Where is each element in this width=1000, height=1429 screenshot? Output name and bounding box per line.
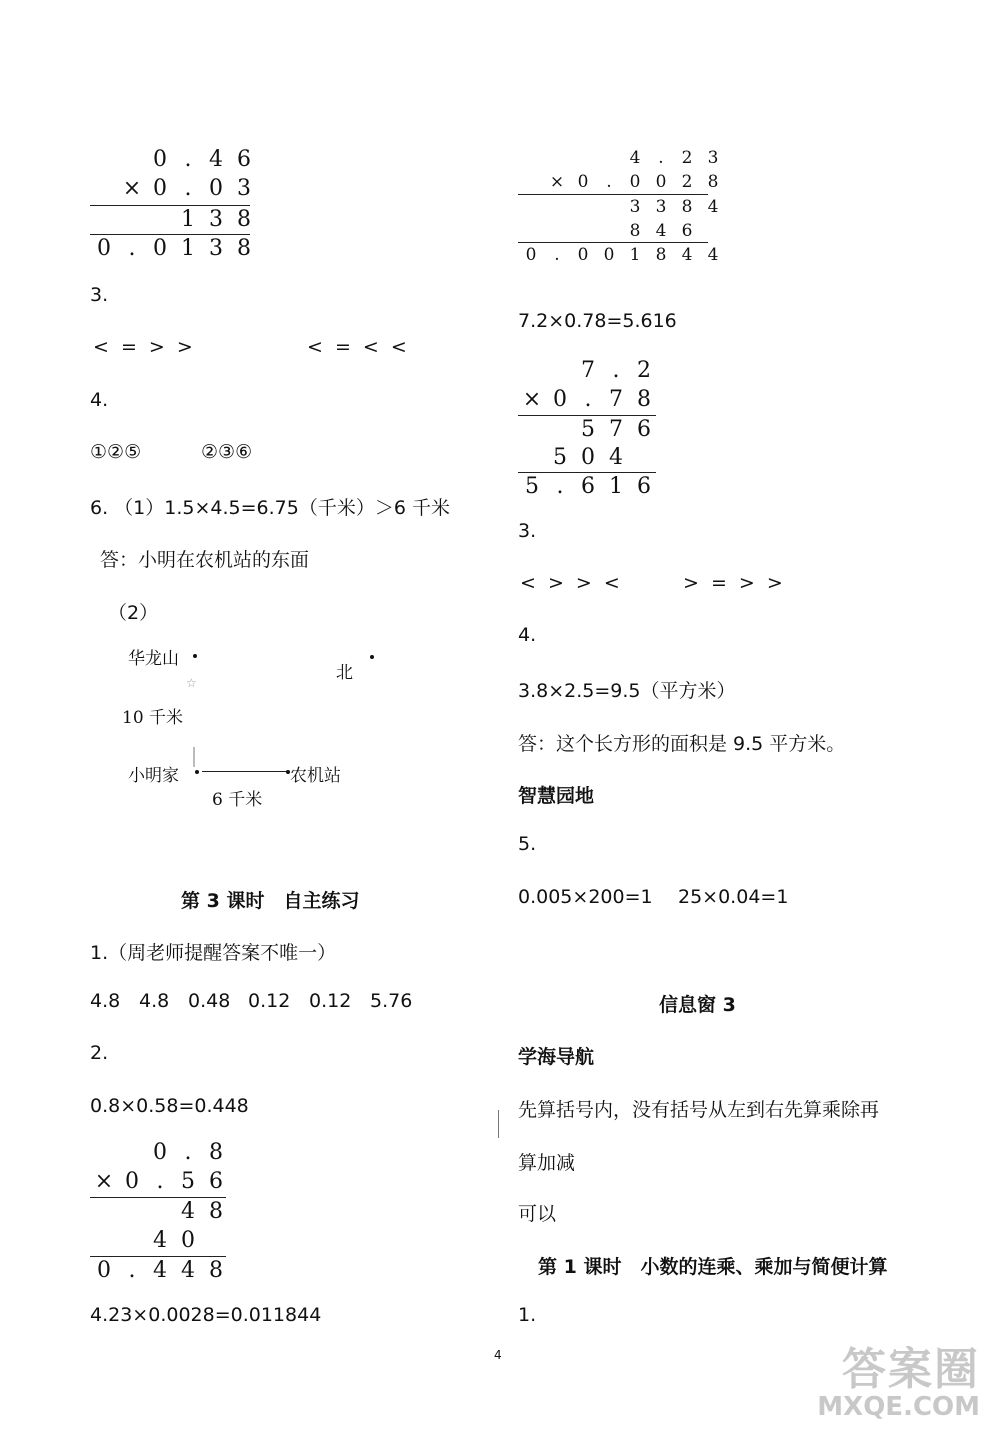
right-q1-label: 1. xyxy=(518,1304,537,1326)
calc-digit: 8 xyxy=(629,221,641,241)
calc-digit: 7 xyxy=(609,417,623,442)
watermark-site: MXQE.COM xyxy=(817,1392,980,1422)
calc-digit: 8 xyxy=(681,197,693,217)
calc-digit: 4 xyxy=(707,245,719,265)
q1-value: 5.76 xyxy=(370,990,413,1012)
calc-digit: 0 xyxy=(153,176,167,201)
calc-digit: 5 xyxy=(181,1169,195,1194)
calc-digit: 0 xyxy=(181,1228,195,1253)
calc-digit: 6 xyxy=(637,417,651,442)
calc-digit: 0 xyxy=(603,245,615,265)
map-label-station: 农机站 xyxy=(290,766,341,786)
calc-digit: × xyxy=(122,176,142,201)
calc-digit: . xyxy=(184,147,192,172)
calc-digit: 4 xyxy=(153,1228,167,1253)
heading-xuehai: 学海导航 xyxy=(518,1046,595,1068)
q1-value: 4.8 xyxy=(90,990,121,1012)
vertical-calc-046x003 xyxy=(90,146,260,266)
calc-digit: 0 xyxy=(655,172,667,192)
left-q4-label: 4. xyxy=(90,389,109,411)
map-label-hualongshan: 华龙山 xyxy=(128,649,179,669)
q1-value: 0.48 xyxy=(188,990,231,1012)
calc-digit: 8 xyxy=(209,1199,223,1224)
calc-digit: 0 xyxy=(525,245,537,265)
calc-digit: 6 xyxy=(209,1169,223,1194)
calc-digit: . xyxy=(128,236,136,261)
calc-digit: 5 xyxy=(581,417,595,442)
calc-digit: × xyxy=(549,172,565,192)
map-vertical-line xyxy=(193,747,195,767)
map-label-10km: 10 千米 xyxy=(122,708,184,728)
calc-digit: 7 xyxy=(609,387,623,412)
map-east-line xyxy=(202,771,288,772)
calc-digit: 0 xyxy=(125,1169,139,1194)
section-title-lesson3: 第 3 课时 自主练习 xyxy=(181,890,360,912)
left-q6-part2: （2） xyxy=(108,602,159,624)
calc-digit: 4 xyxy=(609,445,623,470)
right-paragraph-line1: 先算括号内，没有括号从左到右先算乘除再 xyxy=(518,1099,880,1121)
calc-digit: 8 xyxy=(655,245,667,265)
q1-value: 0.12 xyxy=(309,990,352,1012)
map-dot-hualongshan xyxy=(193,654,197,658)
calc-digit: . xyxy=(156,1169,164,1194)
calc-digit: . xyxy=(128,1258,136,1283)
right-q3-answers-b: > = > > xyxy=(683,572,783,594)
calc-digit: 6 xyxy=(681,221,693,241)
left-q3-label: 3. xyxy=(90,284,109,306)
calc-digit: 2 xyxy=(637,358,651,383)
calc-digit: 3 xyxy=(629,197,641,217)
left-q4-answers-b: ②③⑥ xyxy=(201,441,253,463)
map-label-home: 小明家 xyxy=(128,766,179,786)
calc-digit: 0 xyxy=(209,176,223,201)
vertical-calc-08x056 xyxy=(90,1139,240,1289)
calc-digit: × xyxy=(94,1169,114,1194)
right-q3-answers-a: < > > < xyxy=(520,572,620,594)
calc-digit: . xyxy=(556,474,564,499)
calc-digit: 1 xyxy=(629,245,641,265)
right-paragraph-line2: 算加减 xyxy=(518,1152,576,1174)
map-label-north: 北 xyxy=(336,663,353,683)
calc-digit: 4 xyxy=(629,148,641,168)
right-q5-eq-a: 0.005×200=1 xyxy=(518,886,653,908)
calc-digit: 3 xyxy=(209,236,223,261)
calc-digit: . xyxy=(606,172,612,192)
star-icon: ☆ xyxy=(186,676,197,690)
calc-digit: 4 xyxy=(181,1258,195,1283)
calc-digit: 6 xyxy=(581,474,595,499)
calc-digit: 6 xyxy=(237,147,251,172)
heading-wisdom-garden: 智慧园地 xyxy=(518,785,595,807)
calc-digit: . xyxy=(584,387,592,412)
right-q5-label: 5. xyxy=(518,833,537,855)
calc-digit: 3 xyxy=(655,197,667,217)
calc-digit: 0 xyxy=(97,1258,111,1283)
calc-digit: 4 xyxy=(153,1258,167,1283)
vertical-calc-72x078 xyxy=(518,357,668,507)
left-q1-note: 1.（周老师提醒答案不唯一） xyxy=(90,942,337,964)
right-q5-eq-b: 25×0.04=1 xyxy=(678,886,789,908)
heading-info-window-3: 信息窗 3 xyxy=(659,994,736,1016)
calc-digit: . xyxy=(658,148,664,168)
calc-digit: 0 xyxy=(577,172,589,192)
column-divider-mark xyxy=(498,1110,499,1138)
right-paragraph-line3: 可以 xyxy=(518,1203,557,1225)
north-arrow-icon xyxy=(370,655,374,659)
calc-digit: 0 xyxy=(581,445,595,470)
right-q4-eq: 3.8×2.5=9.5（平方米） xyxy=(518,680,736,702)
calc-digit: 8 xyxy=(237,236,251,261)
q1-value: 0.12 xyxy=(248,990,291,1012)
calc-digit: 6 xyxy=(637,474,651,499)
calc-digit: 8 xyxy=(209,1258,223,1283)
left-q6-answer: 答：小明在农机站的东面 xyxy=(100,549,310,571)
calc-digit: 5 xyxy=(553,445,567,470)
calc-digit: 0 xyxy=(153,236,167,261)
calc-digit: . xyxy=(184,1140,192,1165)
map-label-6km: 6 千米 xyxy=(212,790,263,810)
calc-digit: 4 xyxy=(707,197,719,217)
calc-digit: . xyxy=(184,176,192,201)
left-q2-label: 2. xyxy=(90,1042,109,1064)
calc-digit: . xyxy=(554,245,560,265)
calc-digit: 3 xyxy=(237,176,251,201)
left-q4-answers-a: ①②⑤ xyxy=(90,441,142,463)
right-q4-answer: 答：这个长方形的面积是 9.5 平方米。 xyxy=(518,733,846,755)
calc-digit: 8 xyxy=(707,172,719,192)
calc-digit: 1 xyxy=(609,474,623,499)
calc-digit: 5 xyxy=(525,474,539,499)
right-eq-72x078: 7.2×0.78=5.616 xyxy=(518,310,677,332)
vertical-calc-423x00028 xyxy=(518,146,718,266)
calc-digit: 4 xyxy=(181,1199,195,1224)
calc-digit: 0 xyxy=(629,172,641,192)
calc-digit: 1 xyxy=(181,207,195,232)
calc-digit: 4 xyxy=(655,221,667,241)
map-dot-home xyxy=(195,770,199,774)
calc-digit: 8 xyxy=(237,207,251,232)
left-q3-answers-b: < = < < xyxy=(307,336,407,358)
right-q3-label: 3. xyxy=(518,520,537,542)
calc-digit: 0 xyxy=(97,236,111,261)
left-q6-line: 6. （1）1.5×4.5=6.75（千米）＞6 千米 xyxy=(90,497,450,519)
calc-digit: 0 xyxy=(577,245,589,265)
calc-digit: 0 xyxy=(153,147,167,172)
calc-digit: × xyxy=(522,387,542,412)
calc-digit: 3 xyxy=(707,148,719,168)
page-number: 4 xyxy=(494,1348,502,1362)
left-q3-answers-a: < = > > xyxy=(93,336,193,358)
calc-digit: 8 xyxy=(209,1140,223,1165)
calc-digit: 0 xyxy=(153,1140,167,1165)
left-q2-eq2: 4.23×0.0028=0.011844 xyxy=(90,1304,322,1326)
calc-digit: 4 xyxy=(209,147,223,172)
calc-digit: 0 xyxy=(553,387,567,412)
calc-digit: 8 xyxy=(637,387,651,412)
watermark-logo xyxy=(817,1344,980,1422)
section-title-lesson1: 第 1 课时 小数的连乘、乘加与简便计算 xyxy=(538,1256,888,1278)
q1-value: 4.8 xyxy=(139,990,170,1012)
calc-digit: 7 xyxy=(581,358,595,383)
calc-digit: 2 xyxy=(681,148,693,168)
watermark-logo-text: 答案圈 xyxy=(842,1344,980,1395)
right-q4-label: 4. xyxy=(518,624,537,646)
calc-digit: 3 xyxy=(209,207,223,232)
calc-digit: 4 xyxy=(681,245,693,265)
left-q2-eq1: 0.8×0.58=0.448 xyxy=(90,1095,249,1117)
calc-digit: 2 xyxy=(681,172,693,192)
calc-digit: 1 xyxy=(181,236,195,261)
calc-digit: . xyxy=(612,358,620,383)
